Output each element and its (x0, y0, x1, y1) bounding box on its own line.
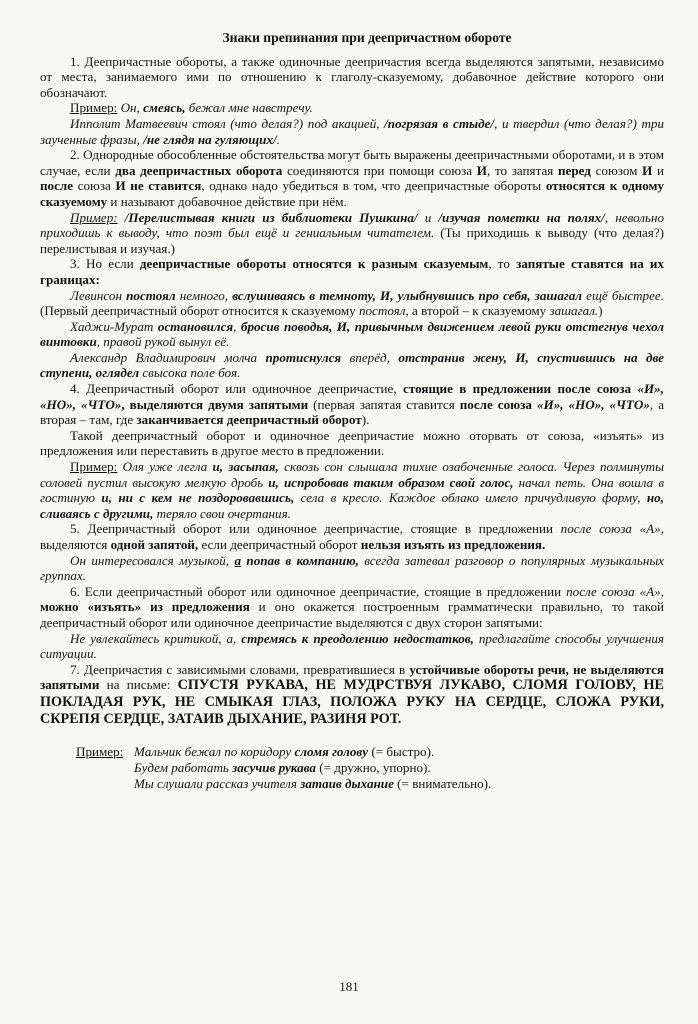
rule-6-example: Не увлекайтесь критикой, а, стремясь к преодолению недостатков, предлагайте способы улучшения ситуации. (40, 630, 664, 662)
rule-7-examples (76, 744, 664, 792)
rule-3-example-c: Александр Владимирович молча протиснулся вперёд, отстранив жену, И, спустившись на две ступени, оглядел свысока поле боя. (40, 349, 664, 381)
rule-3-example-b: Хаджи-Мурат остановился, бросив поводья, И, привычным движением левой руки отстегнув чехол винтовки, правой рукой вынул её. (40, 318, 665, 350)
rule-5-example: Он интересовался музыкой, а попав в компанию, всегда затевал разговор о популярных музыкальных группах. (40, 552, 664, 584)
example-label: Пример: (70, 100, 118, 116)
rule-4-example: Пример: Оля уже легла и, засыпая, сквозь сон слышала тихие озабоченные голоса. Через полминуты соловей пустил высокую мелкую дробь и, испробовав таким образом свой голос, начал петь. Она вошла в гостиную и, ни с кем не поздоровавшись, села в кресло. Каждое облако имело причудливую форму, но, сливаясь с другими, теряло свои очертания. (40, 459, 665, 521)
rule-2-text: 2. Однородные обособленные обстоятельства могут быть выражены деепричастными оборотами, и в этом случае, если два деепричастных оборота соединяются при помощи союза И, то запятая перед союзом И и после союза И не ставится, однако надо убедиться в том, что деепричастные обороты относятся к одному сказуемому и называют добавочное действие при нём. (40, 147, 665, 209)
rule-1-example-a: Пример: Он, смеясь, бежал мне навстречу. (70, 100, 313, 116)
rule-1-text: 1. Деепричастные обороты, а также одиночные деепричастия всегда выделяются запятыми, независимо от места, занимаемого ими по отношению к глаголу-сказуемому, добавочное действие которого они обозначают. (40, 53, 665, 100)
rule-3-example-a: Левинсон постоял немного, вслушиваясь в темноту, И, улыбнувшись про себя, зашагал ещё быстрее. (Первый деепричастный оборот относится к сказуемому постоял, а второй – к сказуемому зашагал.) (40, 287, 664, 319)
rule-3-text: 3. Но если деепричастные обороты относятся к разным сказуемым, то запятые ставятся на их границах: (40, 256, 665, 287)
rule-5-text: 5. Деепричастный оборот или одиночное деепричастие, стоящие в предложении после союза «А», выделяются одной запятой, если деепричастный оборот нельзя изъять из предложения. (40, 521, 664, 552)
rule-4-text: 4. Деепричастный оборот или одиночное деепричастие, стоящие в предложении после союза «И», «НО», «ЧТО», выделяются двумя запятыми (первая запятая ставится после союза «И», «НО», «ЧТО», а вторая – там, где заканчивается деепричастный оборот). (40, 381, 664, 428)
rule-6-text: 6. Если деепричастный оборот или одиночное деепричастие, стоящие в предложении после союза «А», можно «изъять» из предложения и оно окажется построенным грамматически правильно, то такой деепричастный оборот или одиночное деепричастие выделяются с двух сторон запятыми: (40, 583, 665, 630)
page-number: 181 (339, 979, 359, 994)
rule-1-number: 1. (70, 53, 85, 69)
example-label: Пример: (70, 459, 118, 475)
example-label: Пример: (70, 209, 118, 225)
rule-7-example-1: Пример: Мальчик бежал по коридору сломя голову (= быстро). (76, 744, 435, 760)
rule-1-example-b: Ипполит Матвеевич стоял (что делая?) под акацией, /погрязая в стыде/, и твердил (что делая?) три заученные фразы, /не глядя на гуляющих/. (40, 115, 664, 147)
rule-7-example-2: Будем работать засучив рукава (= дружно, упорно). (134, 760, 431, 776)
rule-2-example: Пример: /Перелистывая книги из библиотеки Пушкина/ и /изучая пометки на полях/, невольно приходишь к выводу, что поэт был ещё и гениальным читателем. (Ты приходишь к выводу (что делая?) перелистывая и изучая.) (40, 209, 665, 256)
rule-4-text-2: Такой деепричастный оборот и одиночное деепричастие можно оторвать от союза, «изъять» из предложения или переставить в другое место в предложении. (40, 427, 664, 459)
example-label: Пример: (76, 744, 124, 760)
page-title: Знаки препинания при деепричастном обороте (222, 30, 512, 45)
rule-7-text: 7. Деепричастия с зависимыми словами, превратившиеся в устойчивые обороты речи, не выделяются запятыми на письме: СПУСТЯ РУКАВА, НЕ МУДРСТВУЯ ЛУКАВО, СЛОМЯ ГОЛОВУ, НЕ ПОКЛАДАЯ РУК, НЕ СМЫКАЯ ГЛАЗ, ПОЛОЖА РУКУ НА СЕРДЦЕ, СЛОЖА РУКИ, СКРЕПЯ СЕРДЦЕ, ЗАТАИВ ДЫХАНИЕ, РАЗИНЯ РОТ. (40, 661, 664, 728)
rule-7-example-3: Мы слушали рассказ учителя затаив дыхание (= внимательно). (134, 776, 492, 792)
